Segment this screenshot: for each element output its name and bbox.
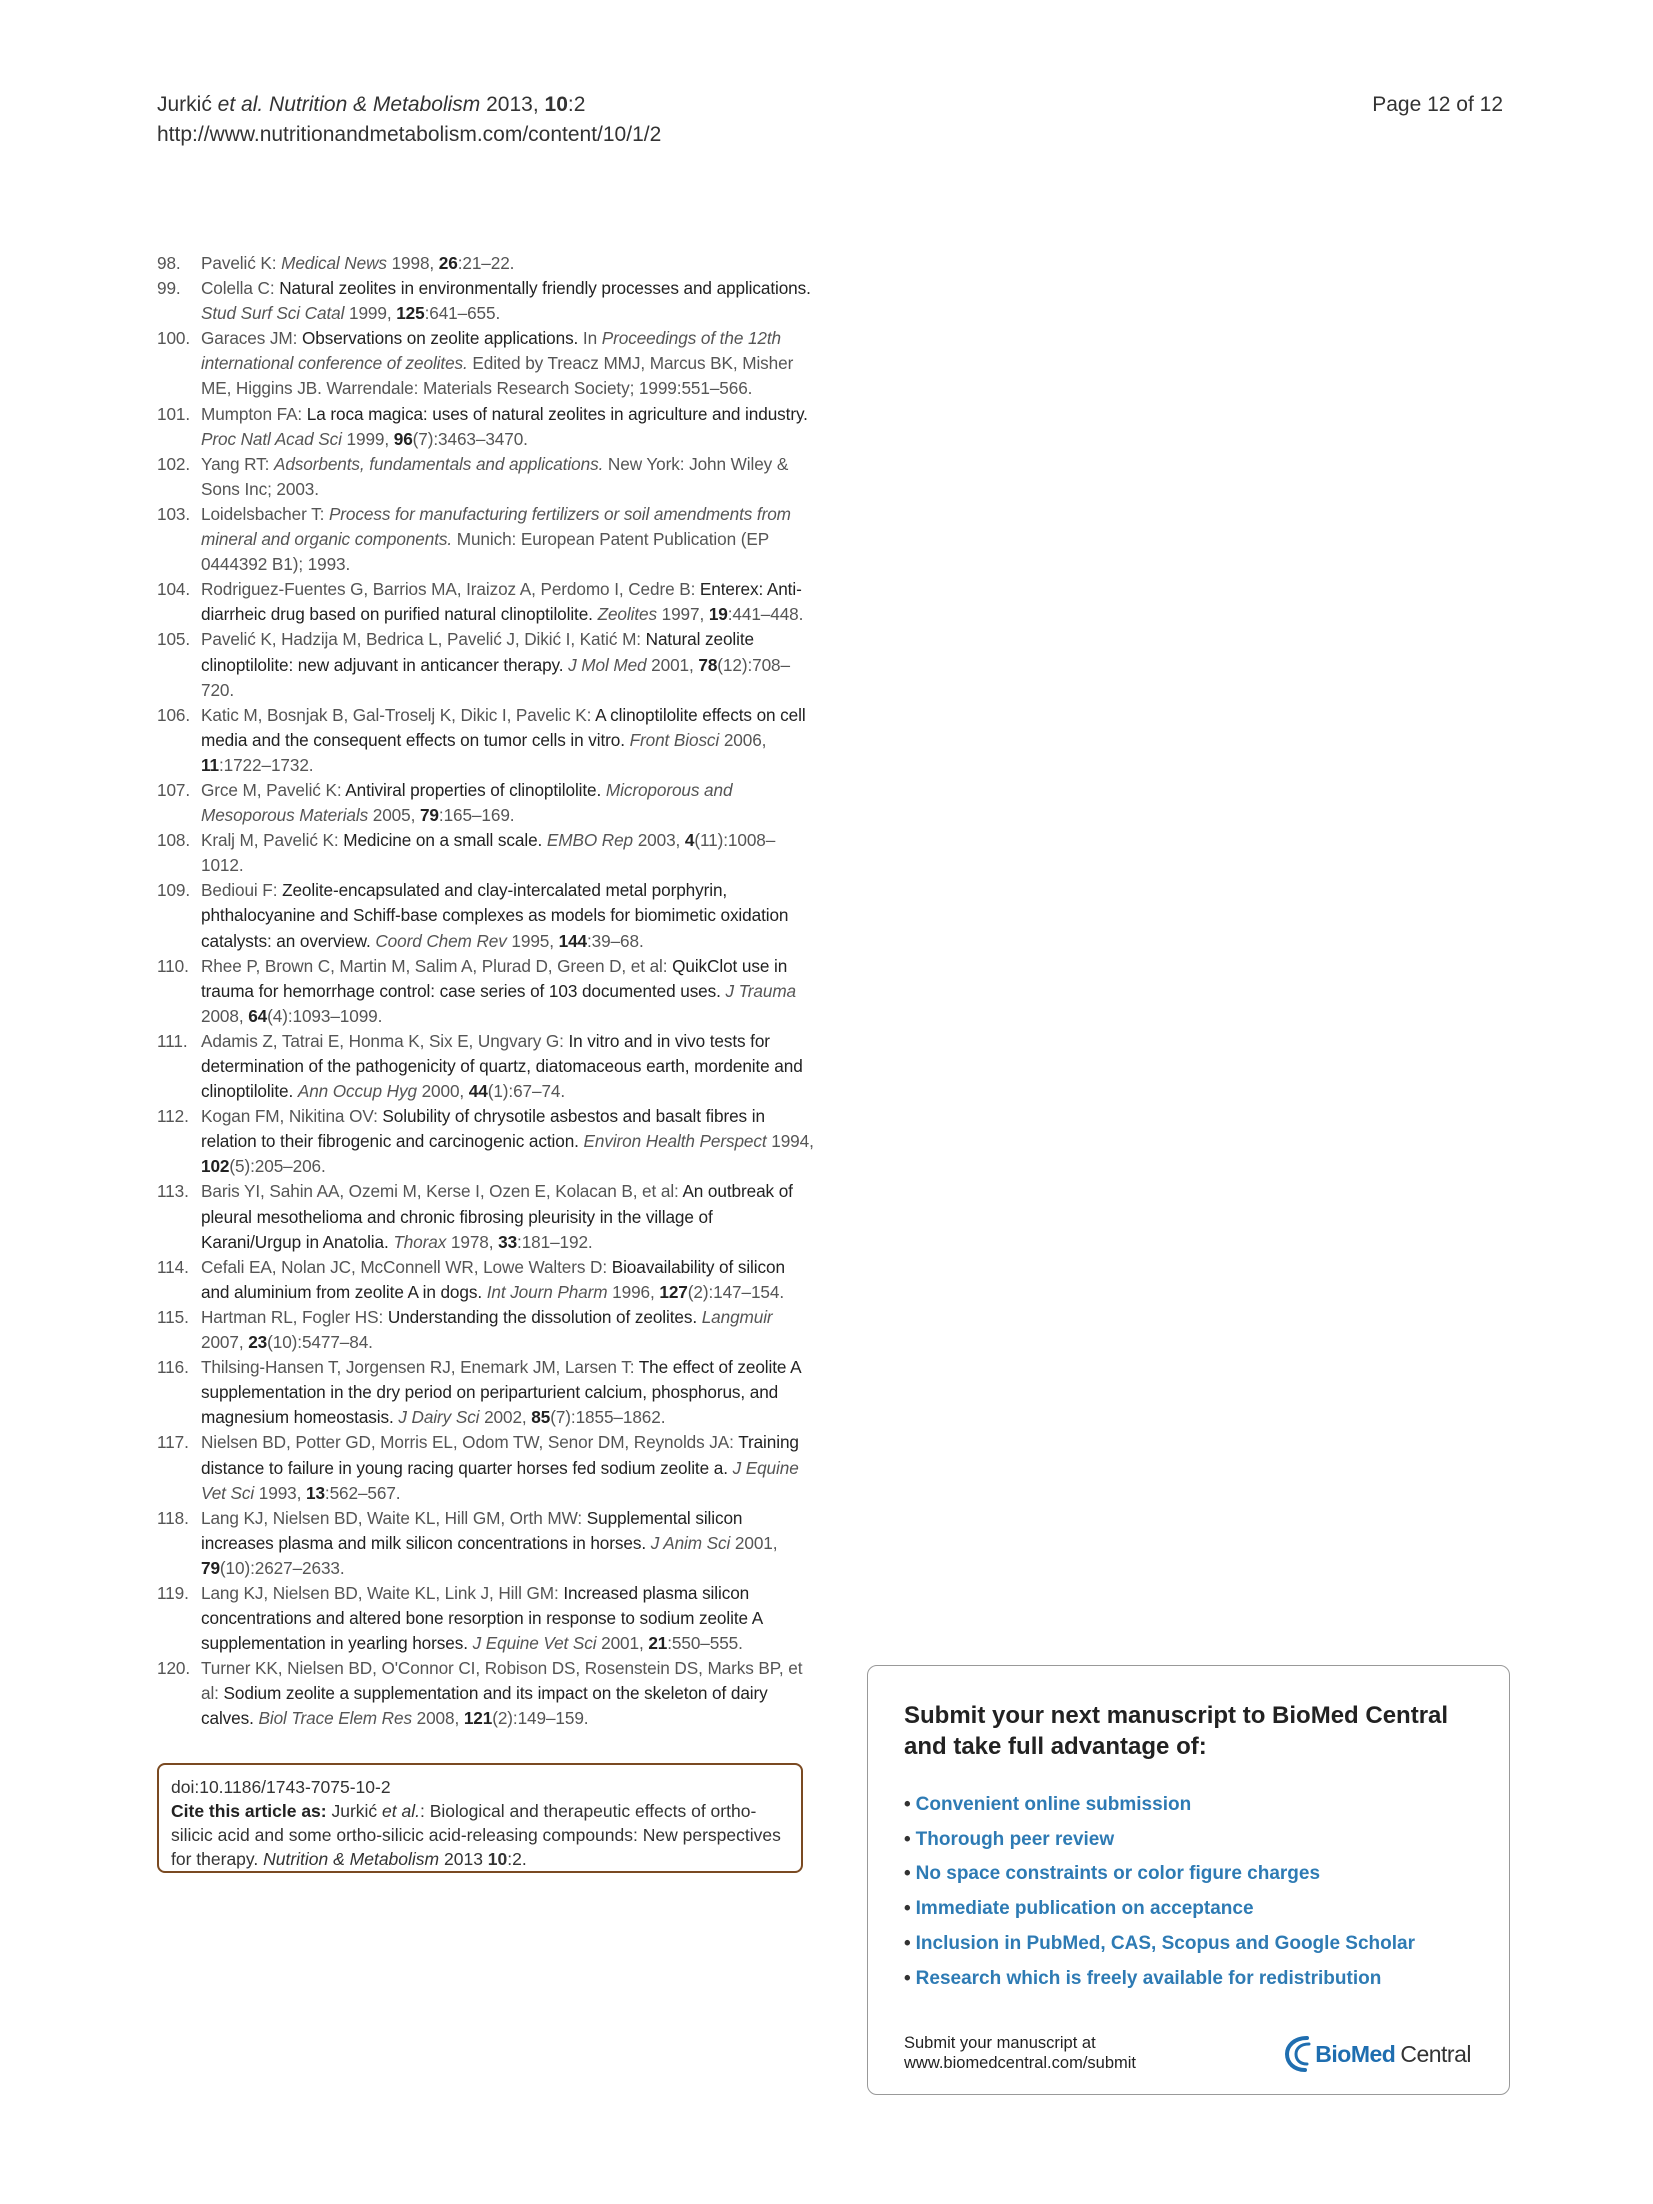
reference-pages: :641–655. xyxy=(424,303,501,324)
reference-journal: Thorax xyxy=(393,1231,447,1252)
reference-pages: (7):3463–3470. xyxy=(412,428,528,449)
reference-pages: (10):2627–2633. xyxy=(219,1557,345,1578)
reference-number: 105. xyxy=(157,629,191,650)
benefit-text: Inclusion in PubMed, CAS, Scopus and Google Scholar xyxy=(915,1932,1415,1954)
reference-number: 118. xyxy=(157,1507,189,1528)
reference-journal: Stud Surf Sci Catal xyxy=(201,303,345,324)
reference-volume: 26 xyxy=(438,253,458,273)
bullet-icon: • xyxy=(904,1932,911,1954)
reference-journal: Process for manufacturing fertilizers or soil amendments from mineral and organic components. xyxy=(201,503,791,550)
reference-number: 106. xyxy=(157,704,191,725)
reference-volume: 121 xyxy=(463,1708,493,1729)
reference-item xyxy=(157,954,817,1029)
reference-title: Antiviral properties of clinoptilolite. xyxy=(345,779,602,800)
cite-label: Cite this article as: xyxy=(171,1801,327,1821)
reference-year: 2001, xyxy=(646,654,699,675)
running-header xyxy=(157,90,661,150)
reference-authors: Lang KJ, Nielsen BD, Waite KL, Hill GM, Orth MW: xyxy=(201,1507,587,1528)
page-number: Page 12 of 12 xyxy=(1372,93,1503,116)
reference-journal: Environ Health Perspect xyxy=(583,1131,767,1152)
reference-title: The effect of zeolite A supplementation in the dry period on periparturient calcium, phosphorus, and magnesium homeostasis. xyxy=(201,1357,801,1428)
reference-authors: Grce M, Pavelić K: xyxy=(201,779,346,800)
biomed-central-logo xyxy=(1285,2034,1471,2074)
reference-item xyxy=(157,402,817,452)
reference-number: 112. xyxy=(157,1106,189,1127)
reference-item xyxy=(157,1179,817,1254)
reference-journal: EMBO Rep xyxy=(546,830,634,851)
reference-volume: 125 xyxy=(396,303,425,324)
benefit-item xyxy=(904,1823,1415,1858)
reference-year: 1993, xyxy=(254,1482,306,1503)
header-year: 2013, xyxy=(480,93,545,116)
reference-pages: (11):1008–1012. xyxy=(201,830,776,876)
reference-authors: Nielsen BD, Potter GD, Morris EL, Odom TW, Senor DM, Reynolds JA: xyxy=(201,1432,739,1453)
reference-volume: 64 xyxy=(248,1005,268,1026)
cite-issue: :2. xyxy=(507,1849,527,1869)
reference-item xyxy=(157,878,817,953)
reference-item xyxy=(157,1104,817,1179)
submit-url[interactable]: www.biomedcentral.com/submit xyxy=(904,2054,1136,2072)
reference-volume: 78 xyxy=(698,654,718,675)
reference-sep: In xyxy=(578,328,602,349)
reference-journal: Zeolites xyxy=(597,604,657,625)
reference-title: Enterex: Anti-diarrheic drug based on purified natural clinoptilolite. xyxy=(201,579,802,625)
reference-item xyxy=(157,452,817,502)
reference-journal: Coord Chem Rev xyxy=(375,930,507,951)
benefit-list xyxy=(904,1788,1415,1996)
reference-year: 1978, xyxy=(446,1231,499,1252)
reference-journal: Front Biosci xyxy=(629,729,720,750)
reference-volume: 79 xyxy=(201,1557,220,1578)
reference-volume: 79 xyxy=(419,805,439,826)
benefit-text: No space constraints or color figure charges xyxy=(915,1863,1321,1885)
reference-authors: Pavelić K, Hadzija M, Bedrica L, Pavelić J, Dikić I, Katić M: xyxy=(201,629,646,650)
reference-authors: Pavelić K: xyxy=(201,253,282,273)
reference-volume: 13 xyxy=(306,1482,325,1503)
reference-year: 2001, xyxy=(596,1633,649,1654)
reference-number: 114. xyxy=(157,1256,189,1277)
reference-journal: Microporous and Mesoporous Materials xyxy=(201,779,733,826)
reference-item xyxy=(157,502,817,577)
reference-year: 2006, xyxy=(719,729,767,750)
benefit-item xyxy=(904,1962,1415,1997)
reference-number: 120. xyxy=(157,1658,191,1679)
reference-item xyxy=(157,1656,817,1731)
benefit-text: Thorough peer review xyxy=(915,1828,1115,1850)
reference-pages: :562–567. xyxy=(324,1482,401,1503)
header-issue: :2 xyxy=(567,93,586,116)
reference-volume: 11 xyxy=(201,754,219,775)
doi[interactable]: doi:10.1186/1743-7075-10-2 xyxy=(171,1777,391,1797)
reference-authors: Baris YI, Sahin AA, Ozemi M, Kerse I, Ozen E, Kolacan B, et al: xyxy=(201,1181,683,1202)
reference-journal: Int Journ Pharm xyxy=(486,1281,608,1302)
reference-journal: Biol Trace Elem Res xyxy=(258,1708,412,1729)
reference-year: 1998, xyxy=(386,253,439,273)
reference-journal: Ann Occup Hyg xyxy=(297,1081,417,1102)
reference-year: Edited by Treacz MMJ, Marcus BK, Misher ME, Higgins JB. Warrendale: Materials Research Society; 1999:551–566. xyxy=(201,353,794,399)
reference-authors: Adamis Z, Tatrai E, Honma K, Six E, Ungvary G: xyxy=(201,1030,569,1051)
cite-year: 2013 xyxy=(439,1849,488,1869)
reference-journal: J Equine Vet Sci xyxy=(472,1633,597,1654)
reference-number: 101. xyxy=(157,403,191,424)
reference-number: 103. xyxy=(157,503,191,524)
reference-number: 102. xyxy=(157,453,191,474)
reference-year: 1997, xyxy=(656,604,709,625)
reference-volume: 23 xyxy=(248,1332,268,1353)
reference-title: Bioavailability of silicon and aluminium from zeolite A in dogs. xyxy=(201,1256,785,1302)
reference-volume: 44 xyxy=(468,1081,488,1102)
reference-item xyxy=(157,1430,817,1505)
reference-number: 116. xyxy=(157,1357,189,1378)
reference-pages: (4):1093–1099. xyxy=(267,1005,383,1026)
reference-number: 115. xyxy=(157,1306,189,1327)
reference-item xyxy=(157,326,817,401)
cite-title: : Biological and therapeutic effects of ortho-silicic acid and some ortho-silicic acid-releasing compounds: New perspectives for therapy. xyxy=(171,1801,781,1869)
reference-title: Observations on zeolite applications. xyxy=(302,328,579,349)
reference-title: Increased plasma silicon concentrations and altered bone resorption in response to sodium zeolite A supplementation in yearling horses. xyxy=(201,1582,763,1654)
reference-journal: J Mol Med xyxy=(568,654,647,675)
reference-authors: Cefali EA, Nolan JC, McConnell WR, Lowe Walters D: xyxy=(201,1256,612,1277)
reference-title: An outbreak of pleural mesothelioma and chronic fibrosing pleurisity in the village of Karani/Urgup in Anatolia. xyxy=(201,1181,793,1252)
header-url[interactable]: http://www.nutritionandmetabolism.com/content/10/1/2 xyxy=(157,123,662,146)
reference-number: 104. xyxy=(157,579,191,600)
reference-authors: Bedioui F: xyxy=(201,880,283,901)
reference-authors: Thilsing-Hansen T, Jorgensen RJ, Enemark JM, Larsen T: xyxy=(201,1357,639,1378)
reference-pages: :550–555. xyxy=(667,1633,743,1654)
reference-year: 2003, xyxy=(633,830,685,851)
reference-authors: Rhee P, Brown C, Martin M, Salim A, Plurad D, Green D, et al: xyxy=(201,955,673,976)
reference-year: 2008, xyxy=(411,1708,464,1729)
logo-central: Central xyxy=(1400,2040,1471,2067)
submit-manuscript-ad xyxy=(867,1665,1510,2095)
reference-pages: :39–68. xyxy=(587,930,644,951)
reference-year: 1994, xyxy=(766,1131,814,1152)
reference-year: 2007, xyxy=(201,1332,249,1353)
reference-volume: 19 xyxy=(708,604,728,625)
reference-journal: Adsorbents, fundamentals and applications. xyxy=(273,453,604,474)
header-citation xyxy=(157,90,661,120)
reference-authors: Turner KK, Nielsen BD, O'Connor CI, Robison DS, Rosenstein DS, Marks BP, et al: xyxy=(201,1658,803,1704)
cite-volume: 10 xyxy=(487,1849,508,1869)
reference-journal: Langmuir xyxy=(701,1306,773,1327)
benefit-text: Research which is freely available for redistribution xyxy=(915,1967,1382,1989)
reference-year: 2001, xyxy=(730,1532,778,1553)
reference-number: 110. xyxy=(157,955,189,976)
reference-number: 111. xyxy=(157,1030,188,1051)
reference-authors: Kogan FM, Nikitina OV: xyxy=(201,1106,383,1127)
reference-volume: 21 xyxy=(648,1633,668,1654)
reference-year: 1996, xyxy=(607,1281,660,1302)
benefit-item xyxy=(904,1788,1415,1823)
reference-item xyxy=(157,276,817,326)
reference-item xyxy=(157,627,817,702)
reference-volume: 85 xyxy=(531,1407,551,1428)
cite-author: Jurkić xyxy=(326,1801,378,1821)
reference-title: A clinoptilolite effects on cell media and the consequent effects on tumor cells in vitro. xyxy=(201,704,806,750)
reference-pages: :1722–1732. xyxy=(218,754,314,775)
reference-authors: Mumpton FA: xyxy=(201,403,307,424)
reference-title: Understanding the dissolution of zeolites. xyxy=(387,1306,698,1327)
cite-etal: et al. xyxy=(377,1801,420,1821)
reference-pages: (5):205–206. xyxy=(229,1156,326,1177)
reference-item xyxy=(157,1355,817,1430)
reference-title: La roca magica: uses of natural zeolites in agriculture and industry. xyxy=(306,403,808,424)
header-author: Jurkić xyxy=(157,93,212,116)
reference-authors: Katic M, Bosnjak B, Gal-Troselj K, Dikic I, Pavelic K: xyxy=(201,704,596,725)
reference-journal: J Dairy Sci xyxy=(398,1407,480,1428)
reference-pages: (1):67–74. xyxy=(487,1081,566,1102)
reference-title: In vitro and in vivo tests for determination of the pathogenicity of quartz, diatomaceous earth, mordenite and clinoptilolite. xyxy=(201,1030,803,1102)
reference-journal: J Trauma xyxy=(725,980,797,1001)
benefit-item xyxy=(904,1927,1415,1962)
reference-pages: :21–22. xyxy=(457,253,515,273)
reference-item xyxy=(157,1255,817,1305)
header-etal: et al. xyxy=(211,93,264,116)
reference-number: 98. xyxy=(157,253,181,273)
reference-year: 1995, xyxy=(506,930,559,951)
logo-biomed: BioMed xyxy=(1315,2040,1396,2067)
reference-journal: Medical News xyxy=(281,253,387,273)
citation-box xyxy=(157,1763,803,1873)
reference-year: 1999, xyxy=(341,428,394,449)
reference-item xyxy=(157,778,817,828)
reference-pages: (2):147–154. xyxy=(687,1281,785,1302)
reference-number: 117. xyxy=(157,1432,189,1453)
submit-heading: Submit your next manuscript to BioMed Central and take full advantage of: xyxy=(904,1702,1449,1760)
reference-item xyxy=(157,1581,817,1656)
bullet-icon: • xyxy=(904,1794,911,1815)
reference-journal: J Anim Sci xyxy=(650,1532,731,1553)
reference-number: 113. xyxy=(157,1181,189,1202)
reference-year: Munich: European Patent Publication (EP 0444392 B1); 1993. xyxy=(201,529,769,575)
header-volume: 10 xyxy=(544,93,568,116)
reference-volume: 144 xyxy=(558,930,587,951)
reference-year: 1999, xyxy=(344,303,397,324)
reference-title: Training distance to failure in young racing quarter horses fed sodium zeolite a. xyxy=(201,1432,799,1478)
reference-title: Natural zeolite clinoptilolite: new adjuvant in anticancer therapy. xyxy=(201,629,755,675)
reference-number: 99. xyxy=(157,278,181,299)
benefit-item xyxy=(904,1857,1415,1892)
reference-title: Sodium zeolite a supplementation and its impact on the skeleton of dairy calves. xyxy=(201,1683,768,1729)
reference-item xyxy=(157,828,817,878)
reference-authors: Rodriguez-Fuentes G, Barrios MA, Iraizoz A, Perdomo I, Cedre B: xyxy=(201,579,700,600)
submit-footer xyxy=(904,2033,1136,2073)
benefit-item xyxy=(904,1892,1415,1927)
biomed-swirl-icon xyxy=(1285,2035,1315,2073)
reference-pages: (10):5477–84. xyxy=(267,1332,373,1353)
reference-number: 119. xyxy=(157,1582,189,1603)
reference-journal: Proceedings of the 12th international conference of zeolites. xyxy=(201,328,782,374)
reference-volume: 127 xyxy=(659,1281,688,1302)
reference-title: QuikClot use in trauma for hemorrhage control: case series of 103 documented uses. xyxy=(201,955,788,1001)
reference-title: Natural zeolites in environmentally friendly processes and applications. xyxy=(279,278,811,299)
reference-title: Supplemental silicon increases plasma and milk silicon concentrations in horses. xyxy=(201,1507,743,1553)
reference-authors: Lang KJ, Nielsen BD, Waite KL, Link J, Hill GM: xyxy=(201,1582,564,1603)
reference-number: 108. xyxy=(157,830,191,851)
reference-year: New York: John Wiley & Sons Inc; 2003. xyxy=(201,453,789,499)
bullet-icon: • xyxy=(904,1828,911,1850)
reference-authors: Kralj M, Pavelić K: xyxy=(201,830,344,851)
reference-number: 109. xyxy=(157,880,191,901)
reference-pages: (2):149–159. xyxy=(492,1708,589,1729)
reference-journal: Proc Natl Acad Sci xyxy=(201,428,342,449)
benefit-text: Convenient online submission xyxy=(915,1794,1192,1815)
submit-footer-line1: Submit your manuscript at xyxy=(904,2034,1096,2052)
reference-year: 2008, xyxy=(201,1005,249,1026)
reference-volume: 4 xyxy=(684,830,695,851)
reference-pages: :181–192. xyxy=(517,1231,593,1252)
reference-item xyxy=(157,251,817,276)
reference-year: 2002, xyxy=(479,1407,532,1428)
reference-pages: (12):708–720. xyxy=(201,654,790,700)
reference-item xyxy=(157,577,817,627)
bullet-icon: • xyxy=(904,1967,911,1989)
reference-authors: Loidelsbacher T: xyxy=(201,503,329,524)
reference-pages: :165–169. xyxy=(438,805,515,826)
reference-volume: 102 xyxy=(201,1156,230,1177)
reference-authors: Colella C: xyxy=(201,278,280,299)
reference-volume: 96 xyxy=(393,428,413,449)
cite-journal: Nutrition & Metabolism xyxy=(263,1849,440,1869)
reference-number: 107. xyxy=(157,779,191,800)
reference-journal: J Equine Vet Sci xyxy=(201,1457,799,1503)
reference-list xyxy=(157,251,817,1732)
reference-title: Solubility of chrysotile asbestos and basalt fibres in relation to their fibrogenic and carcinogenic action. xyxy=(201,1106,765,1152)
reference-volume: 33 xyxy=(498,1231,518,1252)
reference-item xyxy=(157,1029,817,1104)
reference-item xyxy=(157,1305,817,1355)
reference-year: 2000, xyxy=(416,1081,469,1102)
reference-authors: Hartman RL, Fogler HS: xyxy=(201,1306,388,1327)
reference-year: 2005, xyxy=(368,805,420,826)
reference-authors: Garaces JM: xyxy=(201,328,302,349)
benefit-text: Immediate publication on acceptance xyxy=(915,1898,1254,1920)
reference-item xyxy=(157,703,817,778)
reference-authors: Yang RT: xyxy=(201,453,274,474)
header-journal: Nutrition & Metabolism xyxy=(263,93,481,116)
reference-title: Zeolite-encapsulated and clay-intercalated metal porphyrin, phthalocyanine and Schiff-base complexes as models for biomimetic oxidation catalysts: an overview. xyxy=(201,880,789,951)
bullet-icon: • xyxy=(904,1863,911,1885)
reference-item xyxy=(157,1506,817,1581)
reference-pages: :441–448. xyxy=(727,604,804,625)
cite-text xyxy=(171,1799,789,1871)
reference-pages: (7):1855–1862. xyxy=(550,1407,666,1428)
reference-number: 100. xyxy=(157,328,191,349)
reference-title: Medicine on a small scale. xyxy=(343,830,543,851)
bullet-icon: • xyxy=(904,1898,911,1920)
